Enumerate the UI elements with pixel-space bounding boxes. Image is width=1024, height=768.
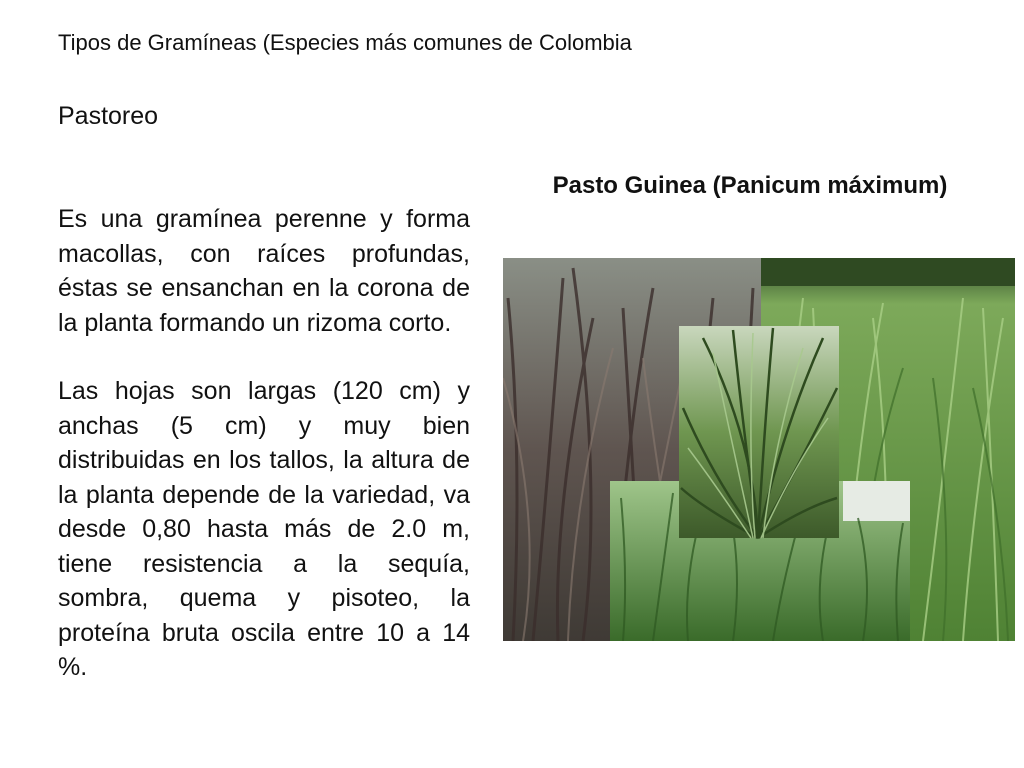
description-paragraph-2: Las hojas son largas (120 cm) y anchas (5 cm) y muy bien distribuidas en los tallos, la altura de la planta depende de la variedad, va desde 0,80 hasta más de 2.0 m, tiene resistencia a la sequía, sombra, quema y pisoteo, la proteína bruta oscila entre 10 a 14 %.	[58, 377, 470, 681]
description-paragraph-1: Es una gramínea perenne y forma macollas, con raíces profundas, éstas se ensanchan en la corona de la planta formando un rizoma corto.	[58, 205, 470, 337]
grass-photo-collage	[503, 258, 1015, 641]
photo-caption: Pasto Guinea (Panicum máximum)	[552, 172, 948, 199]
section-label: Pastoreo	[58, 102, 159, 130]
guinea-grass-closeup-photo	[679, 326, 839, 538]
slide-header-title: Tipos de Gramíneas (Especies más comunes de Colombia	[58, 30, 632, 55]
description-text	[58, 202, 470, 685]
